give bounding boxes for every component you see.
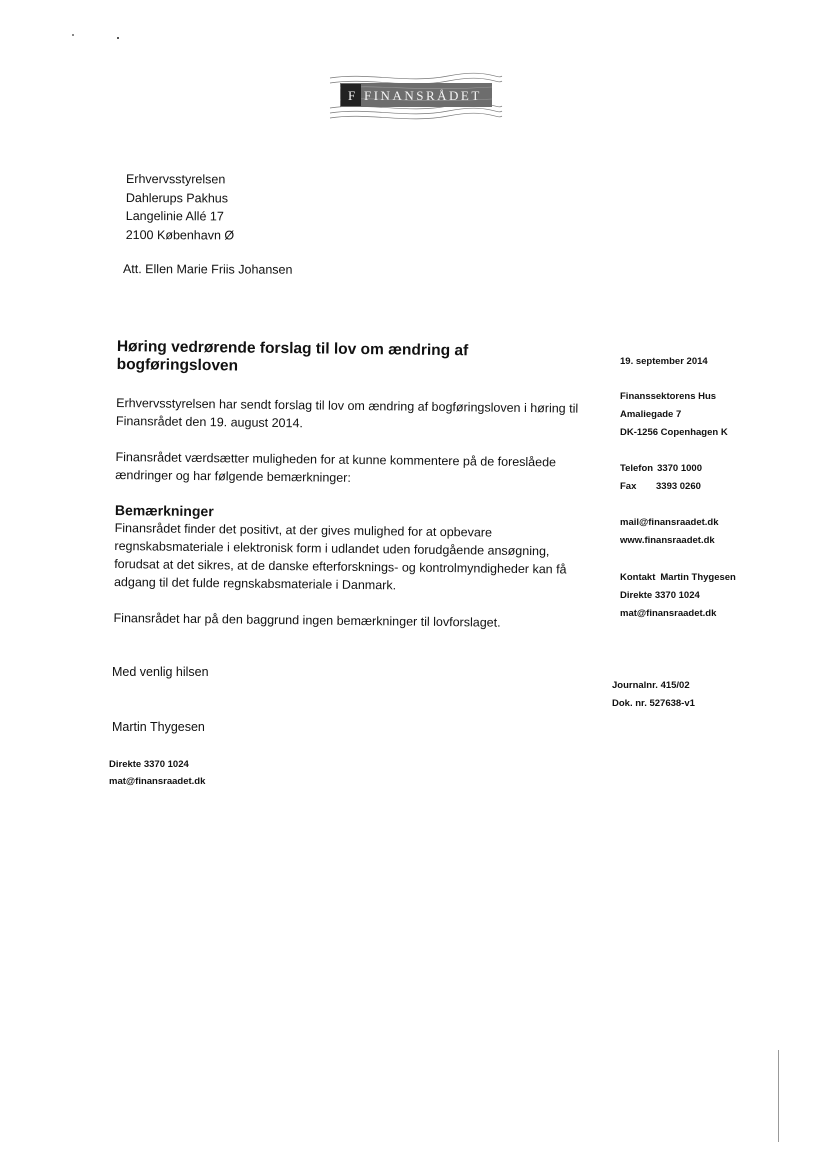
logo-text: FINANSRÅDET	[364, 88, 482, 103]
contact-name: Martin Thygesen	[660, 572, 736, 583]
contact-person	[620, 569, 736, 623]
sender-web: www.finansraadet.dk	[620, 535, 715, 546]
letter-date: 19. september 2014	[620, 356, 708, 367]
letter-body	[113, 338, 587, 651]
recipient-address	[126, 170, 235, 244]
attention-line: Att. Ellen Marie Friis Johansen	[122, 262, 293, 277]
paragraph: Finansrådet værdsætter muligheden for at kunne kommentere på de foreslåede ændringer og har følgende bemærkninger:	[115, 449, 557, 485]
contact-label: Kontakt	[620, 572, 656, 583]
scan-speck	[117, 37, 119, 39]
signer-direct: Direkte 3370 1024	[109, 759, 189, 770]
sender-address-line: DK-1256 Copenhagen K	[620, 427, 728, 438]
fax-label: Fax	[620, 481, 637, 492]
sender-address	[620, 388, 728, 442]
journal-info	[612, 677, 695, 713]
sender-online	[620, 514, 719, 550]
logo-mark: F	[348, 88, 358, 103]
sender-address-line: Amaliegade 7	[620, 409, 682, 420]
sender-phone-fax	[620, 460, 702, 496]
subject-title: Høring vedrørende forslag til lov om ændring af bogføringsloven	[116, 338, 469, 375]
contact-direct: Direkte 3370 1024	[620, 590, 700, 601]
recipient-line: Erhvervsstyrelsen	[125, 171, 226, 187]
sender-address-line: Finanssektorens Hus	[620, 391, 717, 402]
finansraadet-logo	[328, 70, 504, 122]
signer-email: mat@finansraadet.dk	[109, 776, 206, 787]
recipient-line: 2100 København Ø	[125, 227, 235, 242]
closing: Med venlig hilsen	[112, 665, 209, 679]
sender-email: mail@finansraadet.dk	[620, 517, 719, 528]
recipient-line: Langelinie Allé 17	[125, 208, 224, 224]
contact-email: mat@finansraadet.dk	[620, 608, 717, 619]
journal-number: Journalnr. 415/02	[612, 680, 690, 691]
document-number: Dok. nr. 527638-v1	[612, 698, 695, 709]
conclusion: Finansrådet har på den baggrund ingen bemærkninger til lovforslaget.	[113, 610, 501, 630]
phone-number: 3370 1000	[657, 463, 702, 474]
signer-name: Martin Thygesen	[112, 720, 205, 734]
paragraph: Erhvervsstyrelsen har sendt forslag til lov om ændring af bogføringsloven i høring til Finansrådet den 19. august 2014.	[115, 395, 579, 431]
phone-label: Telefon	[620, 463, 654, 474]
remarks-text: Finansrådet finder det positivt, at der gives mulighed for at opbevare regnskabsmateriale i elektronisk form i udlandet uden forudgående ansøgning, forudsat at det sikres, at de danske efterforsknings- og kontrolmyndigheder kan få adgang til det fulde regnskabsmateriale i Danmark.	[113, 520, 567, 593]
scan-artifact-line	[778, 1050, 779, 1142]
fax-number: 3393 0260	[656, 481, 701, 492]
signer-contact	[109, 756, 205, 790]
recipient-line: Dahlerups Pakhus	[125, 190, 229, 205]
remarks-heading: Bemærkninger	[114, 501, 214, 520]
scan-speck	[72, 34, 74, 36]
